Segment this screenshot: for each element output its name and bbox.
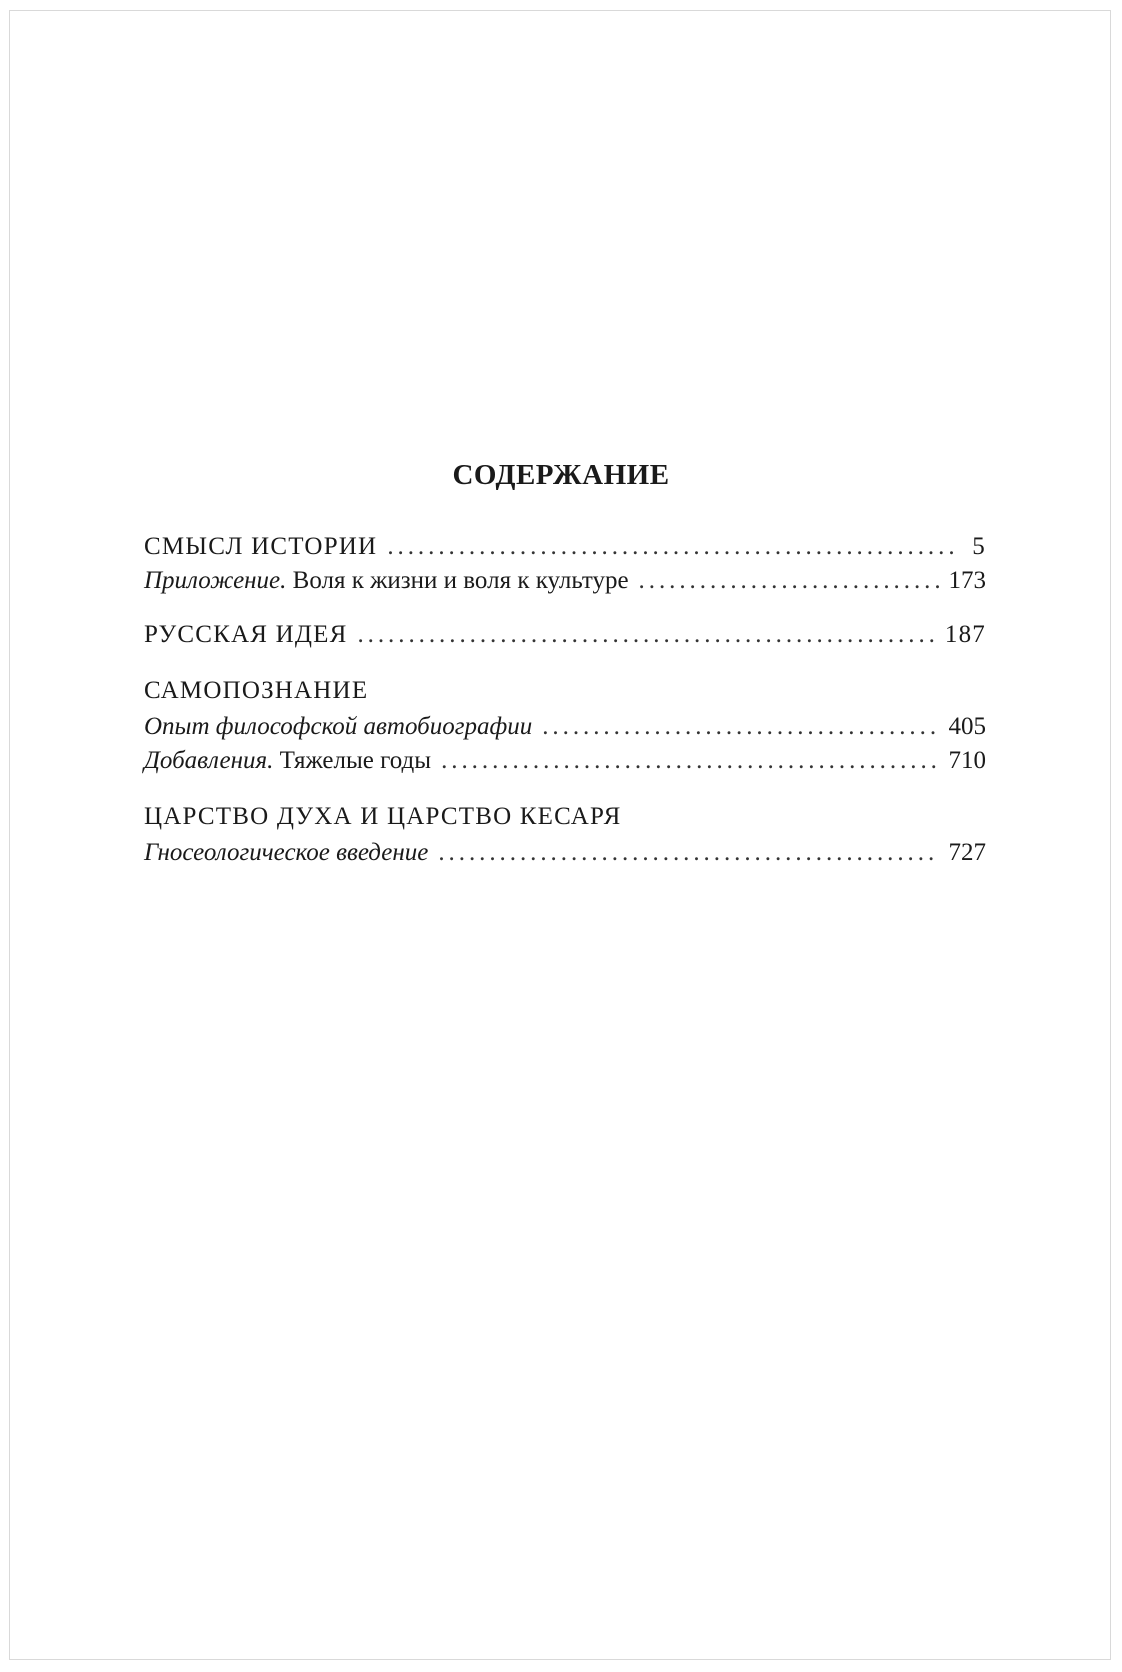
dot-leader	[357, 618, 934, 652]
toc-entry-subtitle: Воля к жизни и воля к культуре	[286, 567, 629, 594]
toc-entry-opyt[interactable]	[144, 710, 986, 744]
toc-page-number: 5	[972, 533, 986, 560]
toc-entry-label	[144, 564, 629, 598]
toc-entry-label: СМЫСЛ ИСТОРИИ	[144, 533, 378, 560]
group-spacer	[144, 652, 986, 672]
table-of-contents	[144, 530, 986, 870]
toc-entry-smysl-istorii[interactable]	[144, 530, 986, 564]
toc-entry-subtitle: Тяжелые годы	[273, 747, 432, 774]
toc-entry-italic-label: Добавления.	[144, 747, 274, 774]
toc-entry-prilozhenie[interactable]	[144, 564, 986, 598]
toc-page-number: 727	[948, 839, 986, 866]
toc-entry-label	[144, 744, 431, 778]
group-spacer	[144, 778, 986, 798]
toc-entry-gnoseologicheskoe[interactable]	[144, 836, 986, 870]
toc-page-number: 187	[944, 621, 986, 648]
page-title: СОДЕРЖАНИЕ	[452, 459, 670, 491]
toc-entry-label: Гносеологическое введение	[144, 839, 429, 866]
dot-leader	[542, 710, 938, 744]
toc-page-number: 405	[948, 713, 986, 740]
dot-leader	[441, 744, 938, 778]
dot-leader	[387, 530, 956, 564]
toc-entry-italic-label: Приложение.	[144, 567, 287, 594]
toc-page-number: 173	[948, 567, 986, 594]
dot-leader	[438, 836, 938, 870]
section-heading-samopoznanie: САМОПОЗНАНИЕ	[144, 677, 369, 704]
group-spacer	[144, 598, 986, 618]
toc-entry-label: РУССКАЯ ИДЕЯ	[144, 621, 348, 648]
section-heading-tsarstvo-dukha: ЦАРСТВО ДУХА И ЦАРСТВО КЕСАРЯ	[144, 803, 622, 830]
toc-entry-dobavleniya[interactable]	[144, 744, 986, 778]
toc-page-number: 710	[948, 747, 986, 774]
toc-entry-label: Опыт философской автобиографии	[144, 713, 533, 740]
dot-leader	[639, 564, 939, 598]
toc-entry-russkaya-ideya[interactable]	[144, 618, 986, 652]
